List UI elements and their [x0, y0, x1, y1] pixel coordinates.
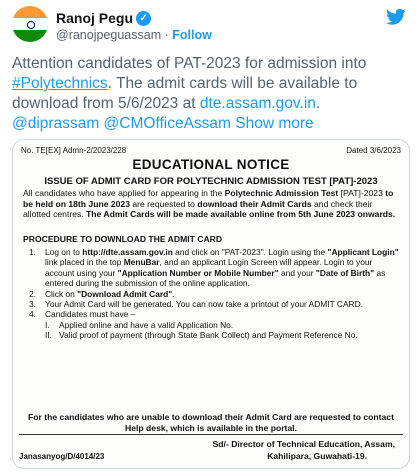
procedure-heading: PROCEDURE TO DOWNLOAD THE ADMIT CARD	[23, 234, 223, 244]
tweet-header	[12, 6, 408, 46]
step-1	[23, 247, 403, 289]
intro-bold: to be held on 18th June 2023	[23, 188, 394, 209]
issuer-code: Janasanyog/D/4014/23	[19, 452, 105, 461]
verified-badge-icon: ✓	[136, 11, 151, 26]
step-url: http://dte.assam.gov.in	[82, 247, 173, 257]
show-more-link[interactable]: Show more	[235, 115, 314, 132]
intro-text: [PAT]-2023	[338, 188, 386, 198]
notice-title: EDUCATIONAL NOTICE	[132, 157, 290, 172]
author-handle-row	[56, 28, 212, 42]
step-text-part: , and an applicant Login Screen will appear. Login to your account using your	[45, 257, 373, 278]
step-text-part: link placed in the top	[45, 257, 124, 268]
step-bold: "Download Admit Card"	[77, 288, 173, 299]
step-4-ii	[23, 330, 403, 340]
intro-text: All candidates who have applied for appearing in the	[23, 188, 225, 198]
intro-text: and check their allotted centres.	[23, 198, 373, 220]
author-name[interactable]: Ranoj Pegu	[56, 10, 134, 26]
follow-button[interactable]: Follow	[172, 28, 212, 42]
step-bold: "Date of Birth"	[315, 267, 375, 278]
step-text: Your Admit Card will be generated. You can now take a printout of your ADMIT CARD.	[45, 299, 363, 310]
tweet-text	[12, 54, 408, 134]
notice-image[interactable]	[12, 139, 410, 469]
step-bold: MenuBar	[123, 257, 160, 268]
step-number: 1.	[29, 247, 36, 257]
author-handle[interactable]: @ranojpeguassam	[56, 28, 162, 42]
tweet-text-part: Attention candidates of PAT-2023 for admission into	[12, 55, 367, 72]
step-bold: "Applicant Login"	[327, 247, 399, 257]
avatar[interactable]	[12, 6, 48, 42]
step-text	[45, 247, 403, 289]
step-text-part: Log on to	[45, 247, 83, 257]
hashtag-link[interactable]: #Polytechnics	[12, 75, 108, 92]
intro-text: are requested to	[129, 198, 198, 209]
substep-text: Applied online and have a valid Application No.	[59, 319, 234, 330]
step-text-part: Click on	[45, 288, 78, 299]
step-number: 3.	[29, 299, 36, 310]
mention-link[interactable]: @diprassam	[12, 115, 100, 132]
intro-bold: The Admit Cards will be made available online from 5th June 2023 onwards.	[86, 209, 396, 220]
signature-line-2: Kahilipara, Guwahati-19.	[267, 451, 367, 461]
separator-dot: ·	[164, 28, 169, 42]
notice-ref-no: No. TE[EX] Admn-2/2023/228	[21, 146, 127, 155]
step-3	[23, 299, 403, 309]
step-text-part: and click on "PAT-2023". Login using the	[172, 247, 328, 257]
signature-line-1: Sd/- Director of Technical Education, Assam,	[212, 439, 395, 449]
twitter-bird-icon[interactable]	[386, 8, 406, 26]
intro-bold: Polytechnic Admission Test	[224, 188, 339, 198]
step-2	[23, 289, 403, 299]
step-4-i	[23, 320, 403, 330]
step-text: Candidates must have –	[45, 309, 136, 320]
tweet-text-part: .	[315, 95, 321, 112]
url-link[interactable]: dte.assam.gov.in	[199, 95, 316, 112]
step-4	[23, 309, 403, 319]
step-text	[45, 289, 403, 299]
notice-subtitle: ISSUE OF ADMIT CARD FOR POLYTECHNIC ADMISSION TEST [PAT]-2023	[44, 176, 378, 187]
notice-date: Dated 3/6/2023	[346, 146, 401, 155]
step-text-part: and your	[278, 267, 316, 278]
author-name-row[interactable]	[56, 10, 151, 26]
mention-link[interactable]: @CMOfficeAssam	[103, 115, 231, 132]
step-number: 2.	[29, 288, 36, 299]
substep-text: Valid proof of payment (through State Bank Collect) and Payment Reference No.	[59, 330, 358, 341]
substep-number: II.	[45, 330, 52, 341]
substep-number: I.	[45, 319, 50, 330]
procedure-steps	[23, 247, 403, 341]
step-bold: "Application Number or Mobile Number"	[117, 267, 279, 278]
intro-bold: download their Admit Cards	[197, 198, 312, 209]
notice-divider	[19, 434, 403, 435]
notice-intro	[23, 188, 399, 220]
step-number: 4.	[29, 309, 36, 320]
tweet-text-part: . The admit cards will be available to download from 5/6/2023 at	[12, 75, 358, 112]
notice-footer-note: For the candidates who are unable to download their Admit Card are requested to contact Help desk, which is available in the portal.	[28, 412, 394, 433]
step-text-part: as entered during the submission of the online application.	[45, 267, 386, 289]
step-text-part: .	[172, 288, 175, 299]
